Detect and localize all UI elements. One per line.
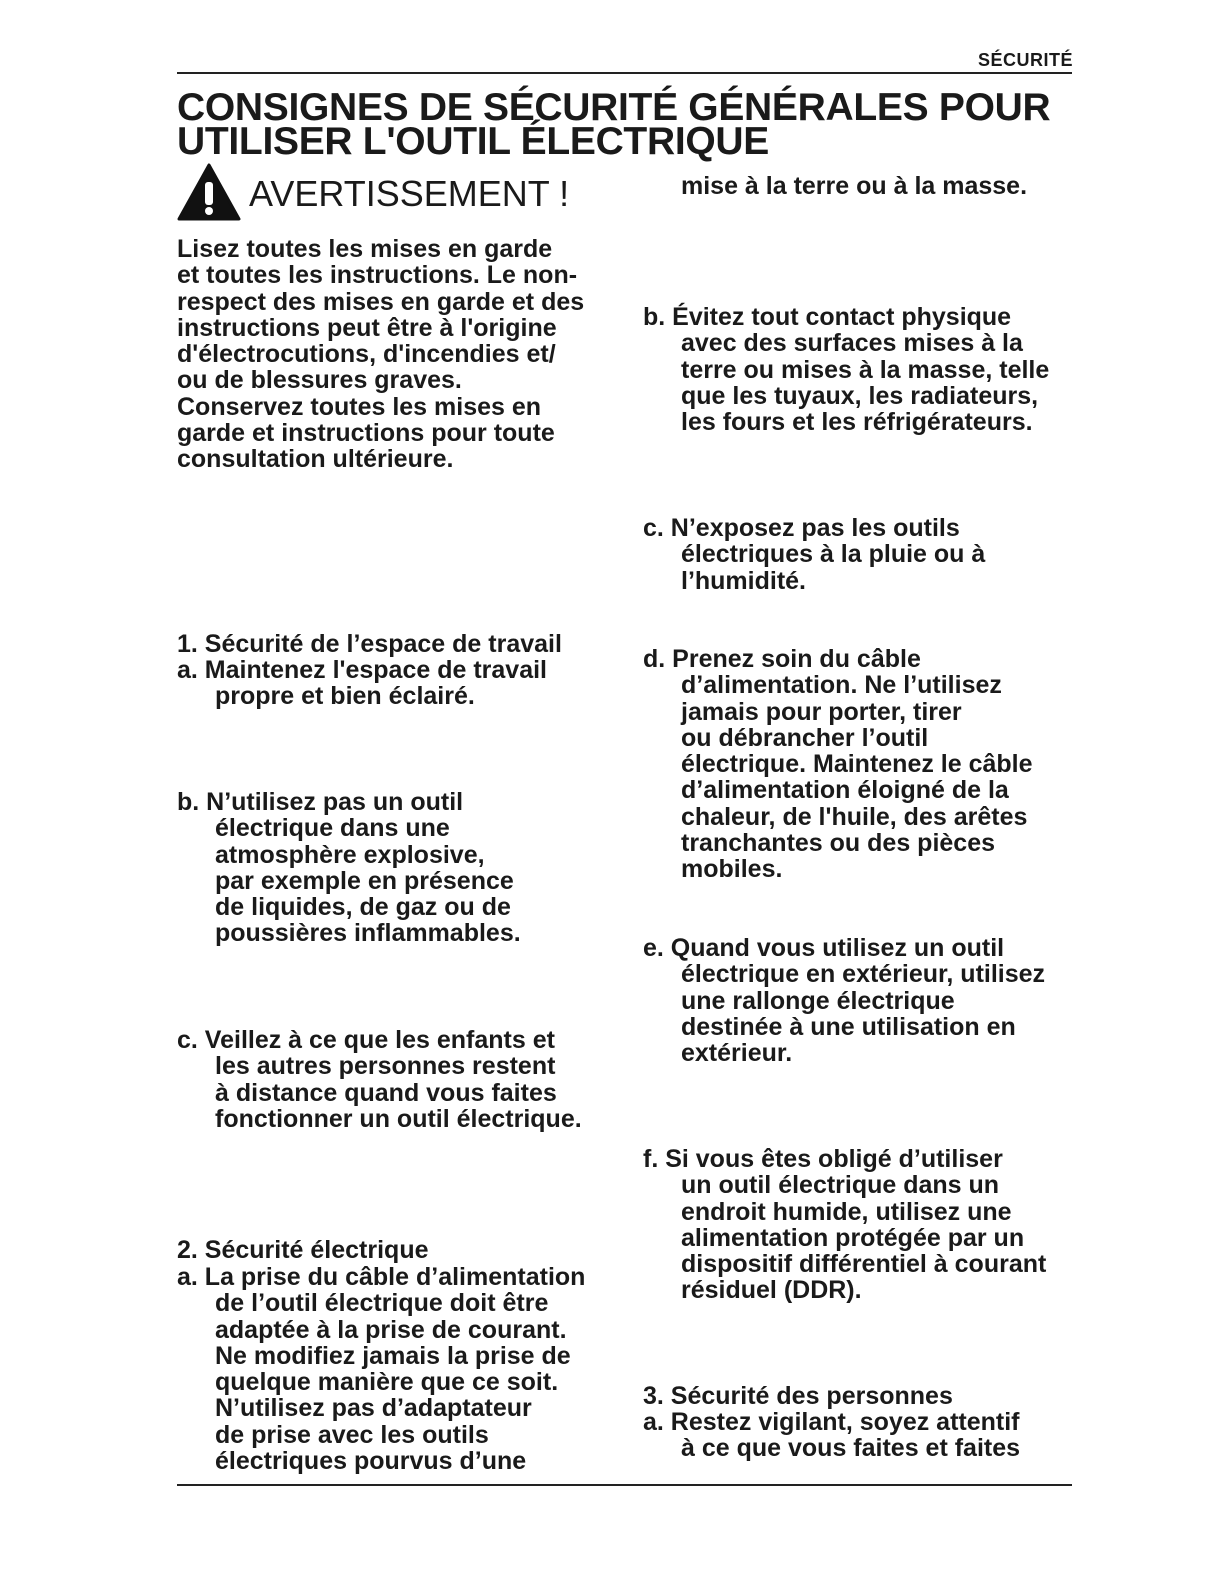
- item-line: terre ou mises à la masse, telle: [681, 355, 1050, 384]
- item-line: ou débrancher l’outil: [681, 723, 929, 752]
- item-line: électrique. Maintenez le câble: [681, 750, 1033, 779]
- item-line: électriques à la pluie ou à: [681, 540, 986, 569]
- item-line: jamais pour porter, tirer: [681, 697, 962, 726]
- item-line: d’alimentation. Ne l’utilisez: [681, 671, 1002, 700]
- item-line: destinée à une utilisation en: [681, 1012, 1016, 1041]
- item-line: mobiles.: [681, 855, 783, 884]
- item-line: d’alimentation éloigné de la: [681, 776, 1009, 805]
- warning-line: consultation ultérieure.: [177, 445, 454, 474]
- item-line: c. Veillez à ce que les enfants et: [177, 1026, 555, 1054]
- warning-line: ou de blessures graves.: [177, 366, 462, 395]
- item-line: électriques pourvus d’une: [215, 1447, 527, 1476]
- item-line: une rallonge électrique: [681, 986, 955, 1015]
- item-line: a. La prise du câble d’alimentation: [177, 1263, 586, 1291]
- section-2-heading: 2. Sécurité électrique: [177, 1236, 429, 1264]
- warning-triangle-icon: [177, 163, 241, 221]
- warning-line: d'électrocutions, d'incendies et/: [177, 340, 556, 369]
- section-3-heading: 3. Sécurité des personnes: [643, 1382, 953, 1410]
- item-line: tranchantes ou des pièces: [681, 829, 996, 858]
- page-title-line-2: UTILISER L'OUTIL ÉLECTRIQUE: [177, 120, 769, 163]
- warning-line: garde et instructions pour toute: [177, 419, 555, 448]
- warning-label: AVERTISSEMENT !: [249, 173, 570, 214]
- item-line: l’humidité.: [681, 566, 806, 595]
- item-line: résiduel (DDR).: [681, 1276, 862, 1305]
- item-2d: [643, 646, 1033, 883]
- bottom-rule: [177, 1484, 1072, 1486]
- warning-text: [177, 236, 584, 473]
- item-line: que les tuyaux, les radiateurs,: [681, 381, 1039, 410]
- item-line: chaleur, de l'huile, des arêtes: [681, 802, 1028, 831]
- section-1-heading: 1. Sécurité de l’espace de travail: [177, 630, 562, 658]
- warning-line: Conservez toutes les mises en: [177, 392, 542, 421]
- item-3a: [643, 1409, 1020, 1462]
- warning-line: Lisez toutes les mises en garde: [177, 235, 553, 263]
- item-line: e. Quand vous utilisez un outil: [643, 934, 1005, 962]
- item-line: à distance quand vous faites: [215, 1078, 557, 1107]
- warning-line: instructions peut être à l'origine: [177, 313, 557, 342]
- item-line: électrique dans une: [215, 814, 450, 843]
- item-line: extérieur.: [681, 1039, 793, 1068]
- item-1c: [177, 1027, 582, 1132]
- section-label: SÉCURITÉ: [977, 50, 1073, 70]
- item-2f: [643, 1146, 1046, 1304]
- item-line: les autres personnes restent: [215, 1052, 556, 1081]
- warning-line: et toutes les instructions. Le non-: [177, 261, 578, 290]
- item-line: alimentation protégée par un: [681, 1223, 1025, 1252]
- item-line: à ce que vous faites et faites: [681, 1434, 1021, 1463]
- item-line: fonctionner un outil électrique.: [215, 1104, 582, 1133]
- item-line: c. N’exposez pas les outils: [643, 514, 960, 542]
- item-line: adaptée à la prise de courant.: [215, 1315, 567, 1344]
- item-line: a. Maintenez l'espace de travail: [177, 656, 547, 684]
- page-title-line-1: CONSIGNES DE SÉCURITÉ GÉNÉRALES POUR: [177, 86, 1051, 129]
- item-line: les fours et les réfrigérateurs.: [681, 408, 1033, 437]
- item-line: un outil électrique dans un: [681, 1171, 1000, 1200]
- item-2b: [643, 304, 1049, 435]
- item-line: b. N’utilisez pas un outil: [177, 788, 464, 816]
- item-line: N’utilisez pas d’adaptateur: [215, 1394, 532, 1423]
- item-line: Ne modifiez jamais la prise de: [215, 1341, 571, 1370]
- item-1a: [177, 657, 547, 710]
- item-line: de liquides, de gaz ou de: [215, 893, 511, 922]
- item-line: b. Évitez tout contact physique: [643, 303, 1012, 331]
- item-2c: [643, 515, 985, 594]
- item-line: dispositif différentiel à courant: [681, 1250, 1047, 1279]
- item-line: quelque manière que ce soit.: [215, 1368, 559, 1397]
- item-line: par exemple en présence: [215, 866, 514, 895]
- item-2a: [177, 1264, 585, 1474]
- item-1b: [177, 789, 521, 947]
- item-2e: [643, 935, 1045, 1066]
- warning-line: respect des mises en garde et des: [177, 287, 585, 316]
- item-line: a. Restez vigilant, soyez attentif: [643, 1408, 1020, 1436]
- item-line: propre et bien éclairé.: [215, 682, 475, 711]
- continued-text: mise à la terre ou à la masse.: [681, 172, 1028, 200]
- item-line: électrique en extérieur, utilisez: [681, 960, 1046, 989]
- item-line: d. Prenez soin du câble: [643, 645, 921, 673]
- item-line: endroit humide, utilisez une: [681, 1197, 1012, 1226]
- item-line: f. Si vous êtes obligé d’utiliser: [643, 1145, 1003, 1173]
- item-line: atmosphère explosive,: [215, 840, 485, 869]
- item-line: poussières inflammables.: [215, 919, 521, 948]
- item-line: avec des surfaces mises à la: [681, 329, 1023, 358]
- top-rule: [177, 72, 1072, 74]
- item-line: de l’outil électrique doit être: [215, 1289, 549, 1318]
- item-line: de prise avec les outils: [215, 1420, 489, 1449]
